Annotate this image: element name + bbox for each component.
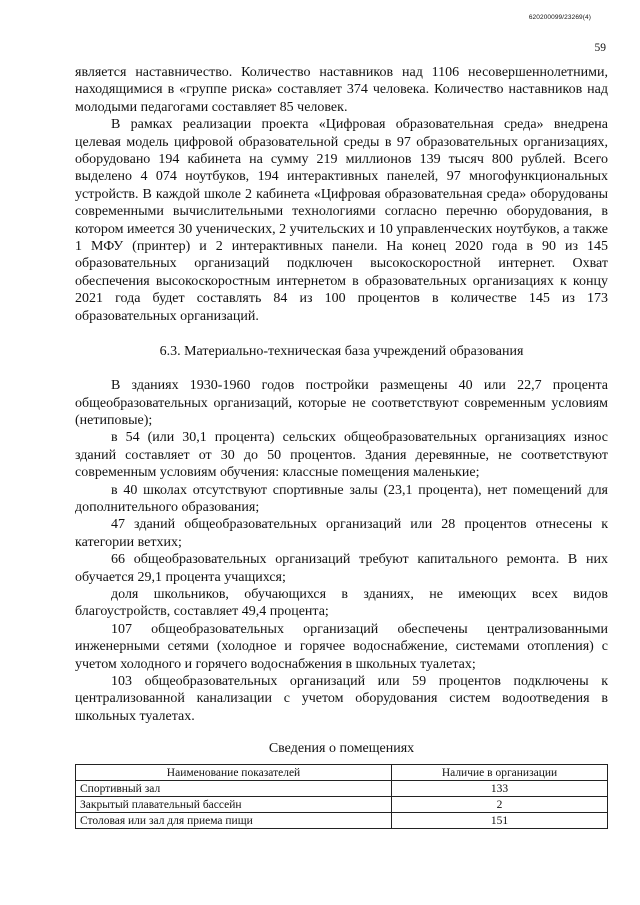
paragraph: 66 общеобразовательных организаций требуют капитального ремонта. В них обучается 29,1 процента учащихся; (75, 552, 608, 585)
paragraph: В зданиях 1930-1960 годов постройки размещены 40 или 22,7 процента общеобразовательных организаций, которые не соответствуют современным условиям (нетиповые); (75, 378, 608, 428)
table-title: Сведения о помещениях (268, 741, 415, 757)
paragraph: В рамках реализации проекта «Цифровая образовательная среда» внедрена целевая модель цифровой образовательной среды в 97 образовательных организациях, оборудовано 194 кабинета на сумму 219 миллионов 139 тысяч 800 рублей. Всего выделено 4 074 ноутбуков, 194 интерактивных панелей, 97 многофункциональных устройств. В каждой школе 2 кабинета «Цифровая образовательная среда» оборудованы современными вычислительными технологиями согласно перечню оборудования, в котором имеется 30 ученических, 2 учительских и 10 управленческих ноутбуков, а также 1 МФУ (принтер) и 2 интерактивных панели. На конец 2020 года в 90 из 145 образовательных организаций подключен высокоскоростной интернет. Охват обеспечения высокоскоростным интернетом в образовательных организациях к концу 2021 года будет составлять 84 из 100 процентов в количестве 145 из 173 образовательных организаций. (75, 117, 608, 324)
table-cell: 2 (392, 797, 608, 813)
paragraph: 47 зданий общеобразовательных организаций или 28 процентов отнесены к категории ветхих; (75, 517, 608, 550)
table-cell: Спортивный зал (76, 781, 392, 797)
paragraph: доля школьников, обучающихся в зданиях, не имеющих всех видов благоустройств, составляет 49,4 процента; (75, 586, 608, 620)
table-row (76, 781, 608, 797)
section-heading: 6.3. Материально-техническая база учреждений образования (159, 344, 524, 360)
table-cell: Столовая или зал для приема пищи (76, 813, 392, 829)
table-header-row (76, 765, 608, 781)
table-row (76, 813, 608, 829)
document-id: 620200099/23269(4) (528, 14, 591, 21)
table-row (76, 797, 608, 813)
premises-table (75, 764, 608, 829)
page-number: 59 (594, 42, 606, 54)
paragraph: является наставничество. Количество наставников над 1106 несовершеннолетними, находящимися в «группе риска» составляет 374 человека. Количество наставников над молодыми педагогами составляет 85 человек. (75, 65, 608, 115)
table-cell: 133 (392, 781, 608, 797)
column-header: Наличие в организации (392, 765, 608, 781)
table-cell: Закрытый плавательный бассейн (76, 797, 392, 813)
table-cell: 151 (392, 813, 608, 829)
paragraph: в 40 школах отсутствуют спортивные залы (23,1 процента), нет помещений для дополнительного образования; (75, 482, 608, 515)
paragraph: 107 общеобразовательных организаций обеспечены централизованными инженерными сетями (холодное и горячее водоснабжение, системами отопления) с учетом холодного и горячего водоснабжения в школьных туалетах; (75, 621, 608, 672)
paragraph: 103 общеобразовательных организаций или 59 процентов подключены к централизованной канализации с учетом оборудования систем водоотведения в школьных туалетах. (75, 674, 608, 724)
column-header: Наименование показателей (76, 765, 392, 781)
paragraph: в 54 (или 30,1 процента) сельских общеобразовательных организациях износ зданий составляет от 30 до 50 процентов. Здания деревянные, не соответствуют современным условиям обучения: классные помещения маленькие; (75, 430, 608, 481)
page-body (75, 64, 608, 829)
